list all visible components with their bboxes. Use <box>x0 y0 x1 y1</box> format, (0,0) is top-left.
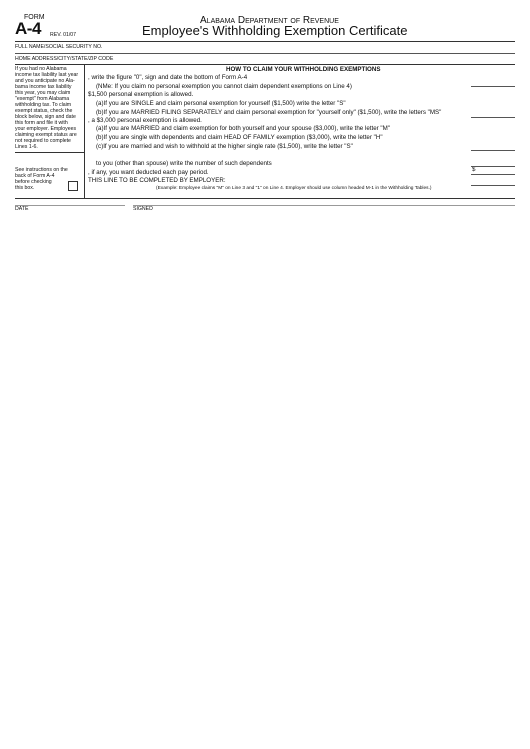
line-4-field[interactable] <box>471 166 515 167</box>
sidebar-line: claiming exempt status are <box>15 132 77 138</box>
agency-name: Alabama Department of Revenue <box>200 15 339 26</box>
line-5-field[interactable] <box>471 174 515 175</box>
sidebar-line: See instructions on the <box>15 167 68 173</box>
line-3a-text: (a)If you are MARRIED and claim exemption for both yourself and your spouse ($3,000), write the letter "M" <box>96 125 390 132</box>
revision-date: REV. 01/07 <box>50 32 77 38</box>
sidebar-line: withholding tax. To claim <box>15 102 72 108</box>
sidebar-line: and you anticipate no Ala- <box>15 78 75 84</box>
sidebar-line: block below, sign and date <box>15 114 76 120</box>
line-2b-text: (b)If you are MARRIED FILING SEPARATELY and claim personal exemption for "yourself only" ($1,500), write the letters "MS" <box>96 109 442 116</box>
exempt-checkbox[interactable] <box>68 181 78 191</box>
header-divider <box>15 41 515 42</box>
line-3c-text: (c)If you are married and wish to withhold at the higher single rate ($1,500), write the letter "S" <box>96 143 353 150</box>
date-field[interactable] <box>15 205 125 206</box>
sidebar-line: Lines 1-6. <box>15 144 38 150</box>
line-2a-text: (a)If you are SINGLE and claim personal exemption for yourself ($1,500) write the letter "S" <box>96 100 346 107</box>
line-6-field[interactable] <box>471 185 515 186</box>
sidebar-line: If you had no Alabama <box>15 66 67 72</box>
form-number: A-4 <box>15 19 41 38</box>
line-1-note: (NMe: If you claim no personal exemption you cannot claim dependent exemptions on Line 4) <box>96 83 352 90</box>
sidebar-line: back of Form A-4 <box>15 173 55 179</box>
form-title: Employee's Withholding Exemption Certificate <box>142 23 408 38</box>
line-3b-text: (b)If you are single with dependents and claim HEAD OF FAMILY exemption ($3,000), write the letter "H" <box>96 134 383 141</box>
signature-field[interactable] <box>133 205 515 206</box>
line-1-field[interactable] <box>471 86 515 87</box>
exempt-instructions <box>15 66 83 150</box>
sidebar-line: bama income tax liability <box>15 84 72 90</box>
line-3-field[interactable] <box>471 150 515 151</box>
sidebar-line: your employer. Employees <box>15 126 77 132</box>
sidebar-line: income tax liability last year <box>15 72 79 78</box>
line-6-example: (Example: Employee claims "M" on Line 3 and "1" on Line 4. Employer should use column headed M-1 in the Withholding Tables.) <box>156 186 432 191</box>
line-1-text: , write the figure "0", sign and date the bottom of Form A-4 <box>88 74 248 81</box>
sidebar-separator <box>15 152 84 153</box>
signed-label: SIGNED <box>133 206 153 212</box>
date-label: DATE <box>15 206 29 212</box>
form-word: FORM <box>24 14 45 21</box>
address-label: HOME ADDRESS/CITY/STATE/ZIP CODE <box>15 56 114 62</box>
line-4-text: to you (other than spouse) write the number of such dependents <box>96 160 272 167</box>
sidebar-line: "exempt" from Alabama <box>15 96 70 102</box>
sidebar-line: before checking <box>15 179 52 185</box>
line-5-text: , if any, you want deducted each pay period. <box>88 169 209 176</box>
address-field[interactable] <box>15 64 515 65</box>
name-ssn-label: FULL NAME/SOCIAL SECURITY NO. <box>15 44 103 50</box>
line-2-text: $1,500 personal exemption is allowed. <box>88 91 194 98</box>
line-6-text: THIS LINE TO BE COMPLETED BY EMPLOYER: <box>88 177 226 184</box>
sidebar-line: this form and file it with <box>15 120 68 126</box>
dollar-sign: $ <box>472 166 476 173</box>
line-3-text: , a $3,000 personal exemption is allowed. <box>88 117 202 124</box>
claim-heading: HOW TO CLAIM YOUR WITHHOLDING EXEMPTIONS <box>226 66 381 73</box>
sidebar-divider <box>84 64 85 198</box>
main-bottom-rule <box>15 198 515 199</box>
sidebar-line: this box. <box>15 185 35 191</box>
sidebar-line: exempt status, check the <box>15 108 73 114</box>
name-ssn-field[interactable] <box>15 53 515 54</box>
line-2-field[interactable] <box>471 117 515 118</box>
sidebar-line: this year, you may claim <box>15 90 71 96</box>
sidebar-line: not required to complete <box>15 138 71 144</box>
